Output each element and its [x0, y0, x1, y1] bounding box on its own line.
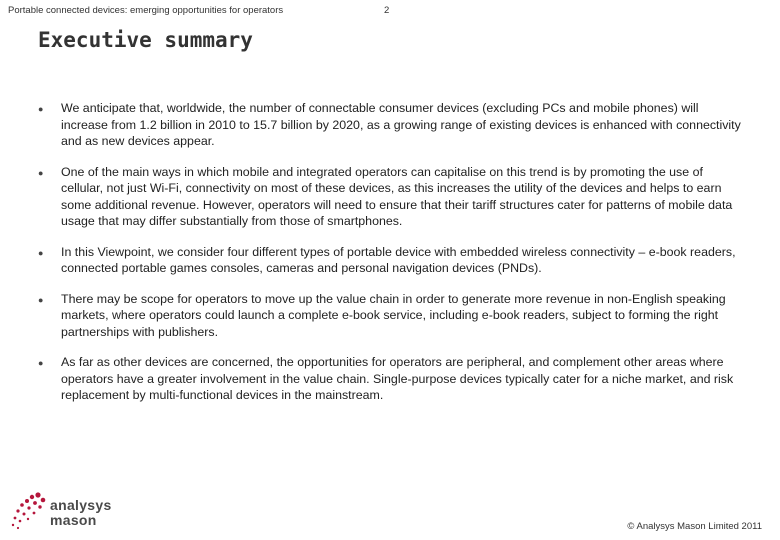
- logo-wordmark-line1: analysys: [50, 497, 112, 513]
- bullet-text: In this Viewpoint, we consider four different types of portable device with embedded wireless connectivity – e-book readers, connected portable games consoles, cameras and personal navigation devices (PNDs).: [61, 244, 736, 275]
- summary-bullet-list: [36, 100, 746, 418]
- bullet-dot-icon: ●: [38, 167, 44, 178]
- bullet-item: [36, 244, 746, 277]
- analysys-mason-logo: [8, 490, 118, 532]
- page-number: 2: [384, 5, 390, 16]
- bullet-item: [36, 100, 746, 150]
- logo-wordmark-line2: mason: [50, 512, 97, 528]
- bullet-item: [36, 164, 746, 230]
- logo-dots-icon: [8, 490, 52, 532]
- page-heading: Executive summary: [38, 28, 253, 52]
- bullet-dot-icon: ●: [38, 247, 44, 258]
- bullet-item: [36, 354, 746, 404]
- bullet-item: [36, 291, 746, 341]
- bullet-dot-icon: ●: [38, 294, 44, 305]
- bullet-text: As far as other devices are concerned, the opportunities for operators are peripheral, and complement other areas where operators have a greater involvement in the value chain. Single-purpose devices typically cater for a niche market, and risk replacement by multi-functional devices in the mainstream.: [61, 355, 734, 402]
- bullet-text: There may be scope for operators to move up the value chain in order to generate more revenue in non-English speaking markets, where operators could launch a complete e-book service, including e-book readers, subject to forming the right partnerships with publishers.: [61, 291, 726, 339]
- bullet-dot-icon: ●: [38, 358, 44, 368]
- bullet-dot-icon: ●: [38, 104, 44, 114]
- bullet-text: One of the main ways in which mobile and integrated operators can capitalise on this trend is by promoting the use of cellular, not just Wi-Fi, connectivity on most of these devices, as this increases the utility of the devices and helps to earn some additional revenue. However, operators will need to ensure that their tariff structures cater for patterns of mobile data usage that may differ substantially from those of smartphones.: [61, 164, 733, 228]
- bullet-text: We anticipate that, worldwide, the number of connectable consumer devices (excluding PCs and mobile phones) will increase from 1.2 billion in 2010 to 15.7 billion by 2020, as a growing range of existing devices is enhanced with connectivity and as new devices appear.: [61, 101, 741, 148]
- document-title: Portable connected devices: emerging opportunities for operators: [8, 5, 284, 16]
- copyright-notice: © Analysys Mason Limited 2011: [627, 521, 762, 532]
